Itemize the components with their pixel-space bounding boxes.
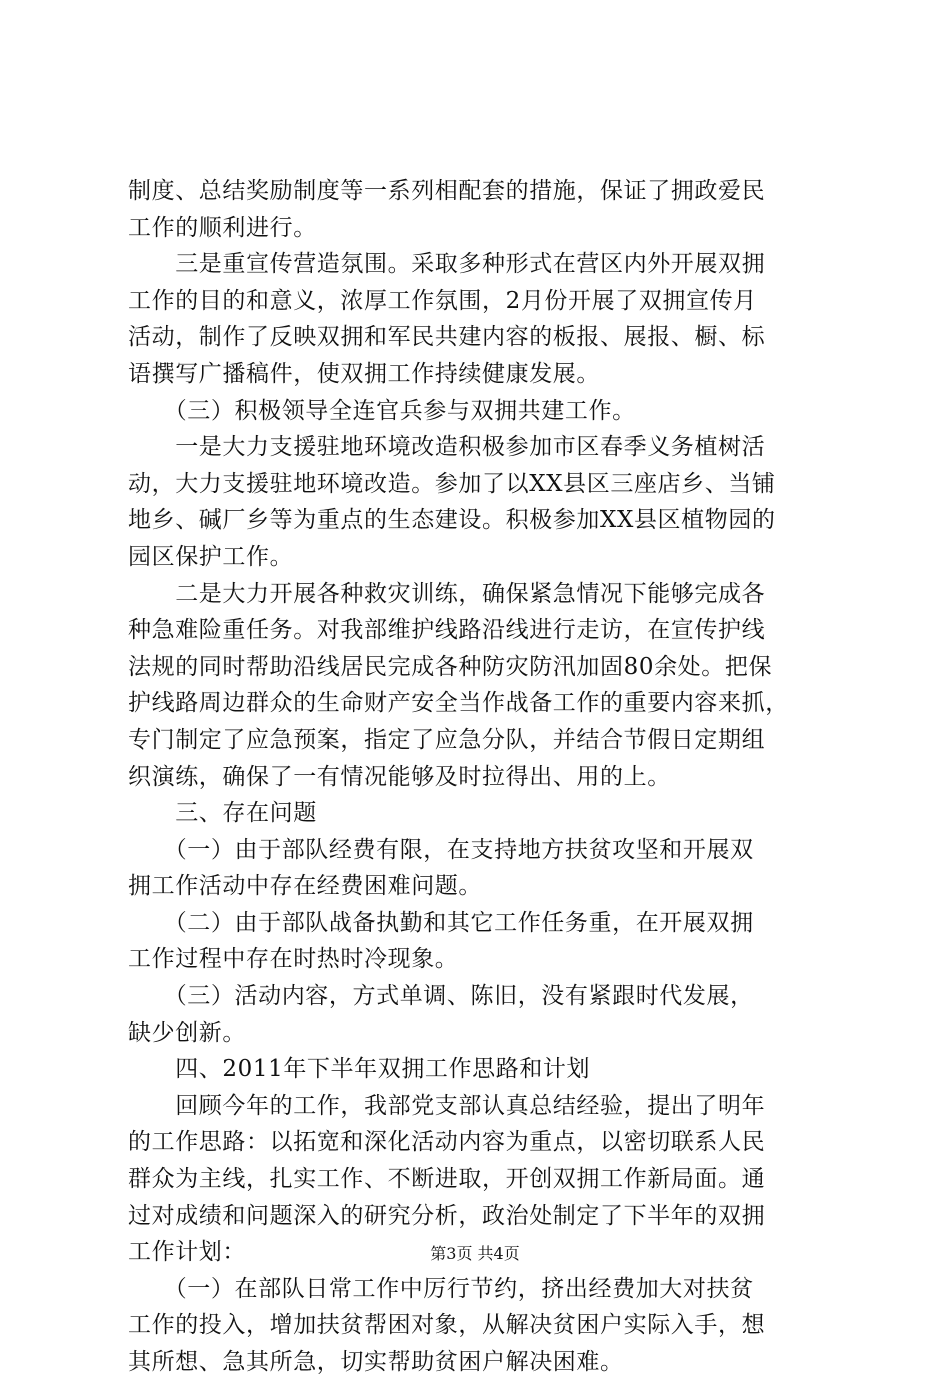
text-line: 其所想、急其所急，切实帮助贫困户解决困难。 (128, 1349, 624, 1375)
text-line: 回顾今年的工作，我部党支部认真总结经验，提出了明年 (128, 1092, 766, 1119)
text-line: 专门制定了应急预案，指定了应急分队，并结合节假日定期组 (128, 726, 766, 753)
text-line: 二是大力开展各种救灾训练，确保紧急情况下能够完成各 (128, 580, 766, 607)
text-line: 制度、总结奖励制度等一系列相配套的措施，保证了拥政爱民 (128, 178, 766, 204)
text-line: 工作的目的和意义，浓厚工作氛围，2月份开展了双拥宣传月 (128, 287, 757, 314)
text-line: （三）积极领导全连官兵参与双拥共建工作。 (128, 397, 636, 424)
text-line: 的工作思路：以拓宽和深化活动内容为重点，以密切联系人民 (128, 1129, 766, 1156)
text-line: 工作的顺利进行。 (128, 214, 317, 241)
text-line: 园区保护工作。 (128, 543, 294, 570)
text-line: 群众为主线，扎实工作、不断进取，开创双拥工作新局面。通 (128, 1166, 766, 1193)
body-text (128, 173, 840, 1381)
text-line: 缺少创新。 (128, 1019, 246, 1046)
page-footer (0, 1244, 950, 1264)
text-line: 工作的投入，增加扶贫帮困对象，从解决贫困户实际入手，想 (128, 1312, 766, 1339)
page-number: 第3页 共4页 (430, 1244, 520, 1263)
text-line: 活动，制作了反映双拥和军民共建内容的板报、展报、橱、标 (128, 324, 766, 351)
text-line: 护线路周边群众的生命财产安全当作战备工作的重要内容来抓， (128, 690, 789, 717)
text-line: 拥工作活动中存在经费困难问题。 (128, 873, 482, 900)
text-line: 三、存在问题 (128, 800, 317, 827)
document-body (128, 173, 840, 1381)
text-line: （二）由于部队战备执勤和其它工作任务重，在开展双拥 (128, 909, 754, 936)
text-line: 工作过程中存在时热时冷现象。 (128, 946, 459, 973)
text-line: 种急难险重任务。对我部维护线路沿线进行走访，在宣传护线 (128, 617, 766, 644)
text-line: 三是重宣传营造氛围。采取多种形式在营区内外开展双拥 (128, 251, 766, 278)
text-line: 法规的同时帮助沿线居民完成各种防灾防汛加固80余处。把保 (128, 653, 773, 680)
text-line: 动，大力支援驻地环境改造。参加了以XX县区三座店乡、当铺 (128, 470, 776, 497)
text-line: 过对成绩和问题深入的研究分析，政治处制定了下半年的双拥 (128, 1202, 766, 1229)
text-line: （一）在部队日常工作中厉行节约，挤出经费加大对扶贫 (128, 1275, 754, 1302)
text-line: 工作计划： (128, 1239, 246, 1266)
text-line: （三）活动内容，方式单调、陈旧，没有紧跟时代发展， (128, 983, 754, 1010)
text-line: 四、2011年下半年双拥工作思路和计划 (128, 1056, 591, 1083)
text-line: （一）由于部队经费有限，在支持地方扶贫攻坚和开展双 (128, 836, 754, 863)
text-line: 语撰写广播稿件，使双拥工作持续健康发展。 (128, 360, 600, 387)
text-line: 一是大力支援驻地环境改造积极参加市区春季义务植树活 (128, 434, 766, 461)
text-line: 地乡、碱厂乡等为重点的生态建设。积极参加XX县区植物园的 (128, 507, 776, 534)
text-line: 织演练，确保了一有情况能够及时拉得出、用的上。 (128, 763, 671, 790)
